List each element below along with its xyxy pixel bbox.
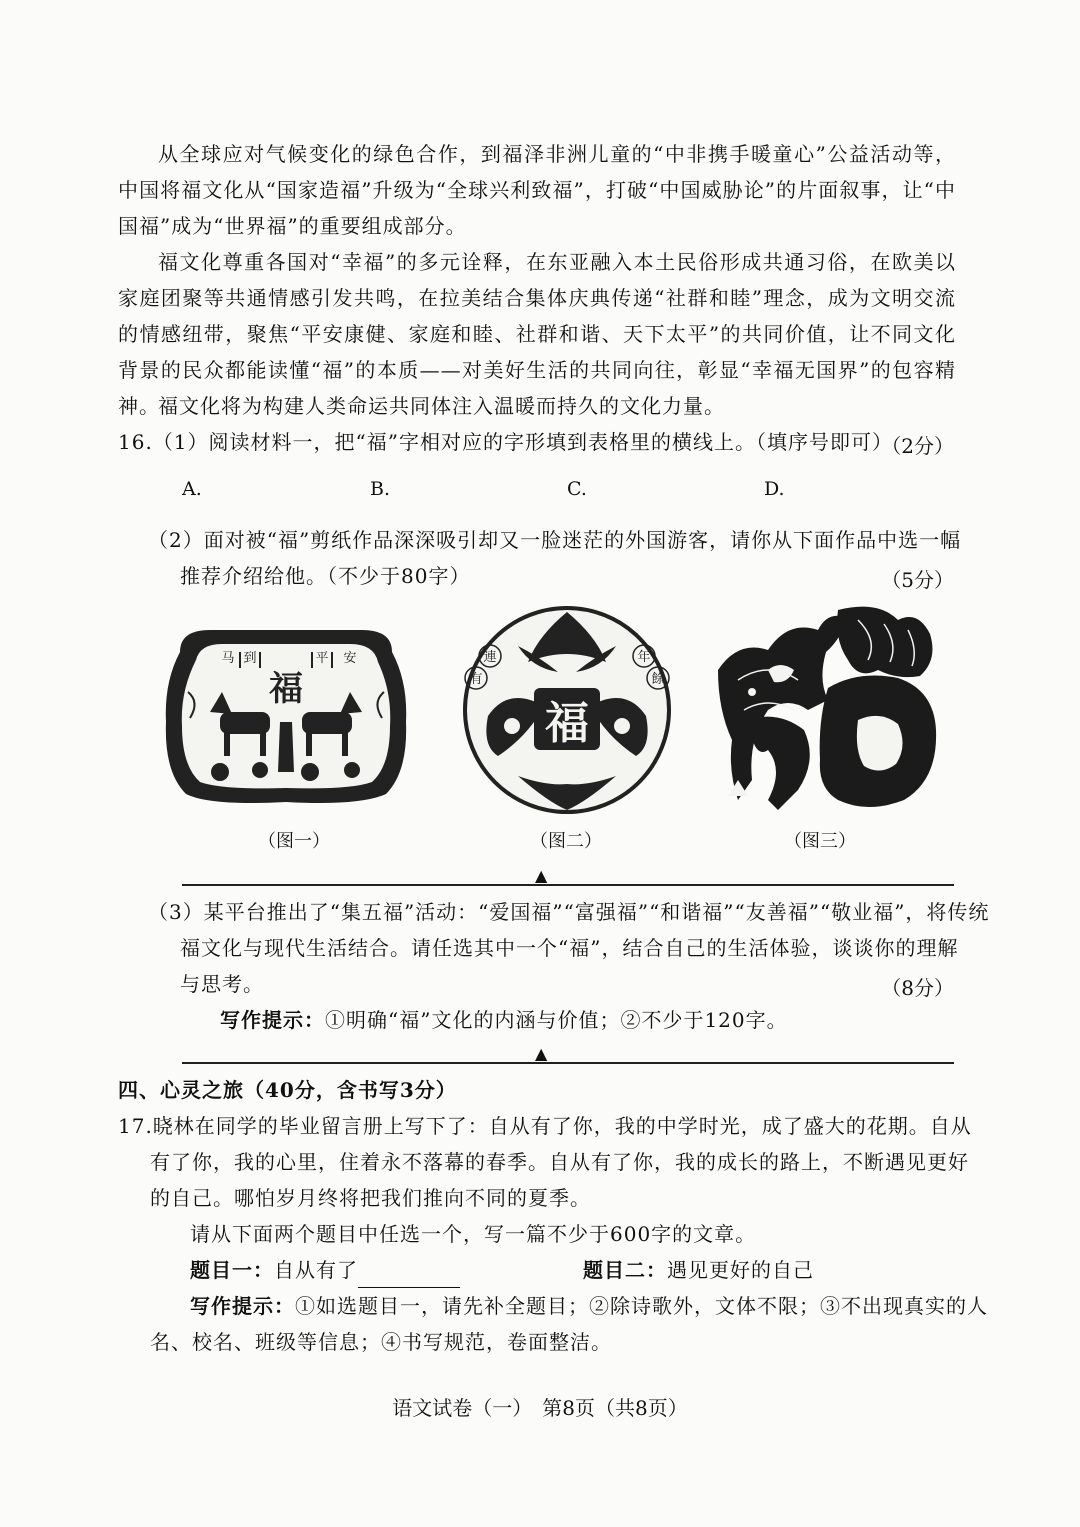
- q16-part2-line2: 推荐介绍给他。（不少于80字）: [180, 564, 471, 588]
- image1-char-1: 马: [221, 651, 235, 666]
- image2-char-5: 餘: [651, 672, 665, 687]
- image2-char-4: 年: [637, 650, 651, 665]
- topic1-label: 题目一：: [190, 1258, 274, 1282]
- material-paragraph-1: 从全球应对气候变化的绿色合作，到福泽非洲儿童的“中非携手暖童心”公益活动等，中国将福文化从“国家造福”升级为“全球兴利致福”，打破“中国威胁论”的片面叙事，让“中国福”成为“世界福”的重要组成部分。: [118, 142, 956, 238]
- q16-part2-line1: （2）面对被“福”剪纸作品深深吸引却又一脸迷茫的外国游客，请你从下面作品中选一幅: [148, 528, 962, 552]
- material-paragraph-3: 福文化将为构建人类命运共同体注入温暖而持久的文化力量。: [158, 394, 725, 418]
- q17-line3: 的自己。哪怕岁月终将把我们推向不同的夏季。: [150, 1186, 591, 1210]
- image1-char-2: 到: [243, 651, 257, 666]
- image1-fu-char: 福: [269, 669, 303, 709]
- q17-line1: 17.晓林在同学的毕业留言册上写下了：自从有了你，我的中学时光，成了盛大的花期。自从: [118, 1114, 972, 1138]
- topic2-label: 题目二：: [583, 1258, 667, 1282]
- q17-hint-line1: [190, 1288, 988, 1324]
- q16-hint: [220, 1002, 788, 1038]
- q16-part3-line2: 福文化与现代生活结合。请任选其中一个“福”，结合自己的生活体验，谈谈你的理解: [180, 936, 959, 960]
- q17-hint-text1: ①如选题目一，请先补全题目；②除诗歌外，文体不限；③不出现真实的人: [295, 1294, 988, 1318]
- answer-line-1: [182, 884, 954, 886]
- papercut-horse-fu-icon: [160, 622, 412, 810]
- q17-line2: 有了你，我的心里，住着永不落幕的春季。自从有了你，我的成长的路上，不断遇见更好: [150, 1150, 969, 1174]
- q16-part1-prompt: 16.（1）阅读材料一，把“福”字相对应的字形填到表格里的横线上。（填序号即可）: [118, 430, 893, 454]
- option-d: D.: [764, 478, 785, 500]
- papercut-fish-lotus-fu-icon: [458, 606, 676, 814]
- q16-part3-score: （8分）: [881, 976, 954, 1000]
- answer-triangle-2: ▲: [535, 1044, 548, 1063]
- option-b: B.: [370, 478, 391, 500]
- image2-caption: （图二）: [530, 831, 602, 852]
- answer-triangle-1: ▲: [535, 866, 548, 885]
- q16-part3-line1: （3）某平台推出了“集五福”活动：“爱国福”“富强福”“和谐福”“友善福”“敬业福”，将传统: [148, 900, 990, 924]
- papercut-horse-character-icon: [708, 600, 942, 816]
- image1-char-5: 安: [343, 651, 357, 666]
- image2-fu-char: 福: [545, 698, 589, 749]
- section4-heading: 四、心灵之旅（40分，含书写3分）: [118, 1078, 457, 1102]
- q16-part2-score: （5分）: [881, 568, 954, 592]
- q16-part3-line3: 与思考。: [180, 972, 264, 996]
- image1-caption: （图一）: [258, 831, 330, 852]
- option-c: C.: [567, 478, 587, 500]
- image2-char-2: 有: [469, 672, 483, 687]
- q17-instruction: 请从下面两个题目中任选一个，写一篇不少于600字的文章。: [190, 1222, 757, 1246]
- option-a: A.: [182, 478, 202, 500]
- image3-caption: （图三）: [784, 831, 856, 852]
- q17-hint-line2: 名、校名、班级等信息；④书写规范，卷面整洁。: [150, 1330, 612, 1354]
- q16-hint-text: ①明确“福”文化的内涵与价值；②不少于120字。: [325, 1008, 788, 1032]
- topic1-blank: [358, 1265, 460, 1288]
- q16-part1-score: （2分）: [881, 434, 954, 458]
- q17-hint-label: 写作提示：: [190, 1294, 295, 1318]
- image2-char-1: 連: [483, 650, 497, 665]
- q17-topic2: [583, 1252, 814, 1288]
- material-paragraph-2: 福文化尊重各国对“幸福”的多元诠释，在东亚融入本土民俗形成共通习俗，在欧美以家庭团聚等共通情感引发共鸣，在拉美结合集体庆典传递“社群和睦”理念，成为文明交流的情感纽带，聚焦“平安康健、家庭和睦、社群和谐、天下太平”的共同价值，让不同文化背景的民众都能读懂“福”的本质——对美好生活的共同向往，彰显“幸福无国界”的包容精神。: [118, 250, 956, 418]
- topic1-text: 自从有了: [274, 1258, 358, 1282]
- topic2-text: 遇见更好的自己: [667, 1258, 814, 1282]
- answer-line-2: [182, 1062, 954, 1064]
- image1-char-4: 平: [315, 651, 329, 666]
- q17-topic1: [190, 1252, 460, 1288]
- page-footer: 语文试卷（一） 第8页（共8页）: [392, 1396, 688, 1420]
- q16-hint-label: 写作提示：: [220, 1008, 325, 1032]
